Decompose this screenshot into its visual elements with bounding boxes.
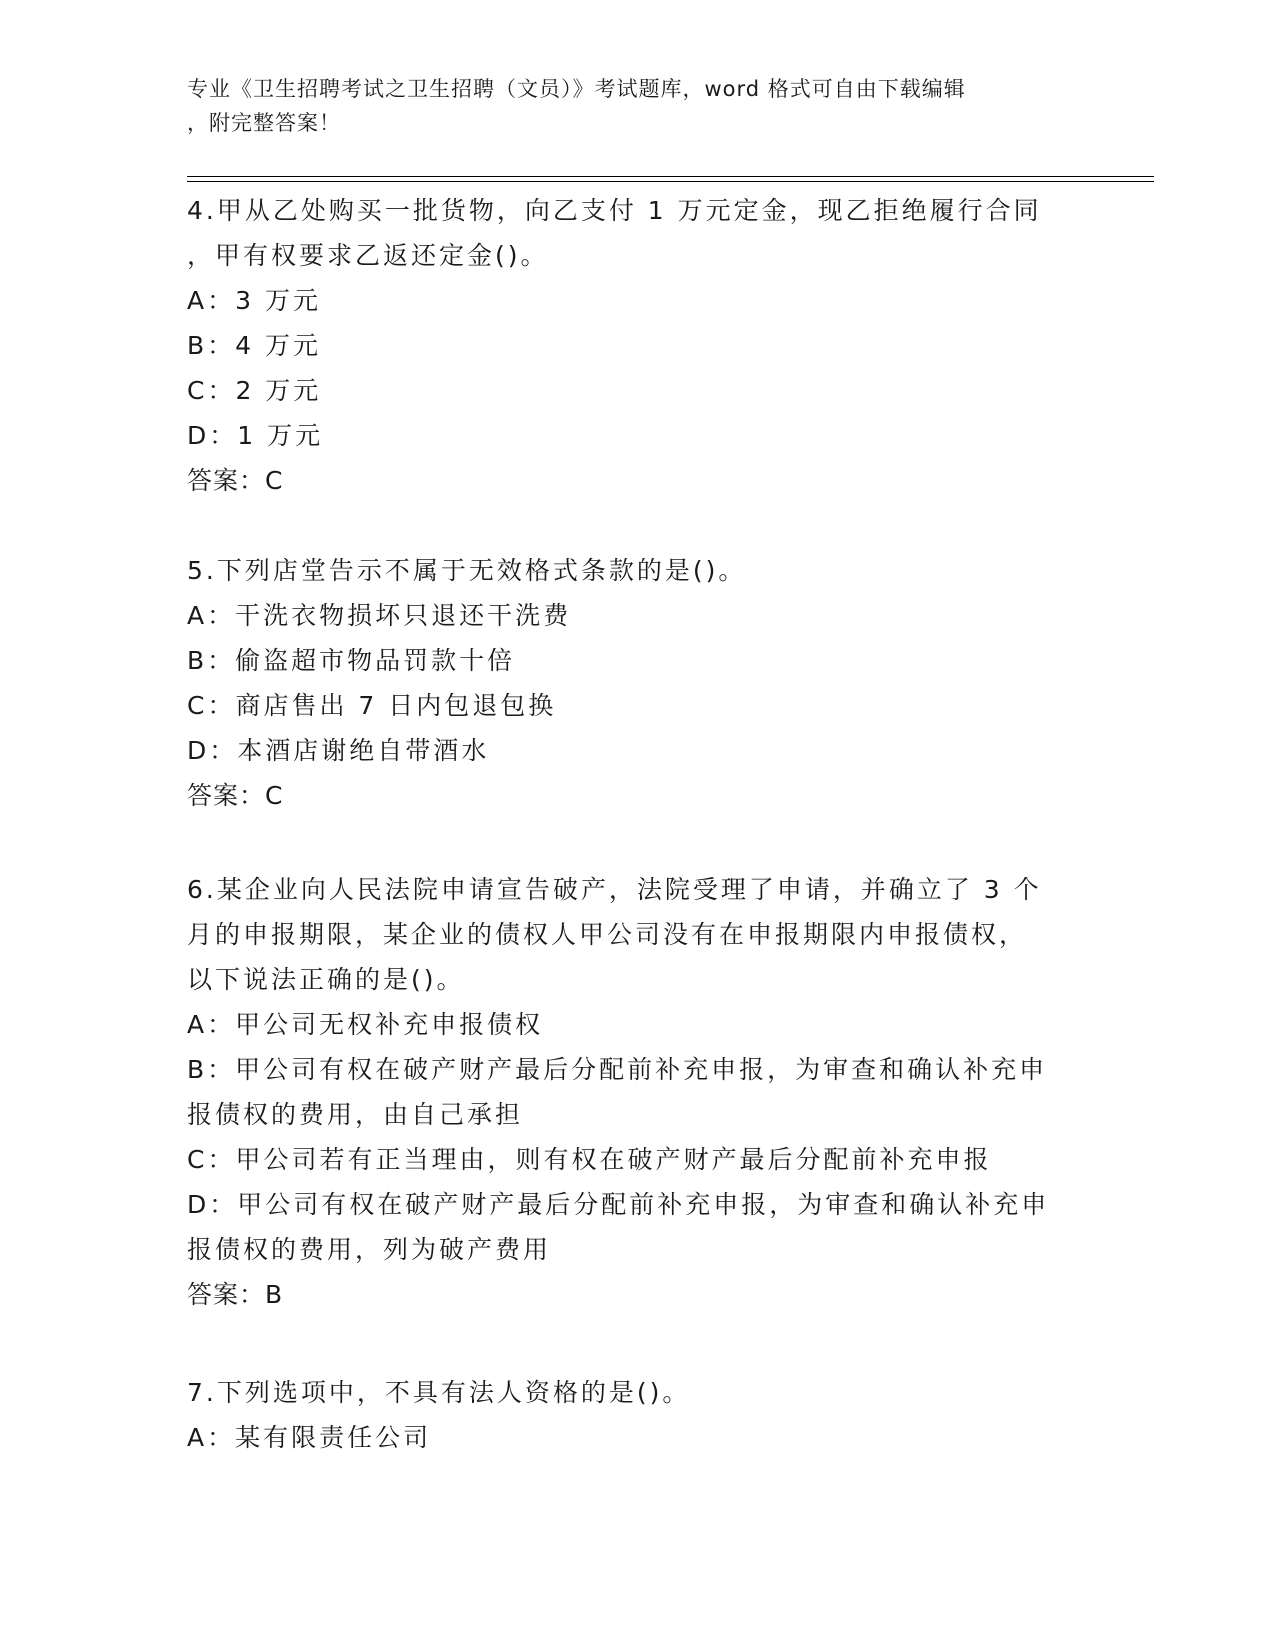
answer: 答案：B — [187, 1280, 284, 1309]
question-4 — [187, 188, 1087, 503]
option-d: D：甲公司有权在破产财产最后分配前补充申报，为审查和确认补充申 — [187, 1190, 1050, 1219]
answer: 答案：C — [187, 466, 284, 495]
document-header — [187, 72, 1087, 140]
option-a: A：干洗衣物损坏只退还干洗费 — [187, 601, 572, 630]
option-a: A：某有限责任公司 — [187, 1423, 432, 1452]
question-stem: 7.下列选项中，不具有法人资格的是()。 — [187, 1378, 691, 1407]
header-divider — [187, 181, 1154, 182]
question-stem: 月的申报期限，某企业的债权人甲公司没有在申报期限内申报债权， — [187, 920, 1028, 949]
option-c: C：2 万元 — [187, 376, 322, 405]
question-stem: 6.某企业向人民法院申请宣告破产，法院受理了申请，并确立了 3 个 — [187, 875, 1042, 904]
question-6 — [187, 867, 1087, 1317]
question-stem: 以下说法正确的是()。 — [187, 965, 465, 994]
question-stem: 5.下列店堂告示不属于无效格式条款的是()。 — [187, 556, 747, 585]
header-line: 专业《卫生招聘考试之卫生招聘（文员）》考试题库，word 格式可自由下载编辑 — [187, 77, 966, 101]
question-stem: 4.甲从乙处购买一批货物，向乙支付 1 万元定金，现乙拒绝履行合同 — [187, 196, 1042, 225]
option-c: C：甲公司若有正当理由，则有权在破产财产最后分配前补充申报 — [187, 1145, 992, 1174]
option-b-continued: 报债权的费用，由自己承担 — [187, 1100, 524, 1129]
option-b: B：甲公司有权在破产财产最后分配前补充申报，为审查和确认补充申 — [187, 1055, 1048, 1084]
question-5 — [187, 548, 1087, 818]
option-a: A：甲公司无权补充申报债权 — [187, 1010, 544, 1039]
question-stem: ，甲有权要求乙返还定金()。 — [187, 241, 549, 270]
question-7 — [187, 1370, 1087, 1460]
option-d-continued: 报债权的费用，列为破产费用 — [187, 1235, 552, 1264]
option-d: D：1 万元 — [187, 421, 324, 450]
header-divider — [187, 176, 1154, 177]
option-b: B：4 万元 — [187, 331, 322, 360]
option-c: C：商店售出 7 日内包退包换 — [187, 691, 557, 720]
option-a: A：3 万元 — [187, 286, 321, 315]
answer: 答案：C — [187, 781, 284, 810]
option-d: D：本酒店谢绝自带酒水 — [187, 736, 490, 765]
option-b: B：偷盗超市物品罚款十倍 — [187, 646, 516, 675]
header-line: ，附完整答案！ — [187, 111, 341, 135]
